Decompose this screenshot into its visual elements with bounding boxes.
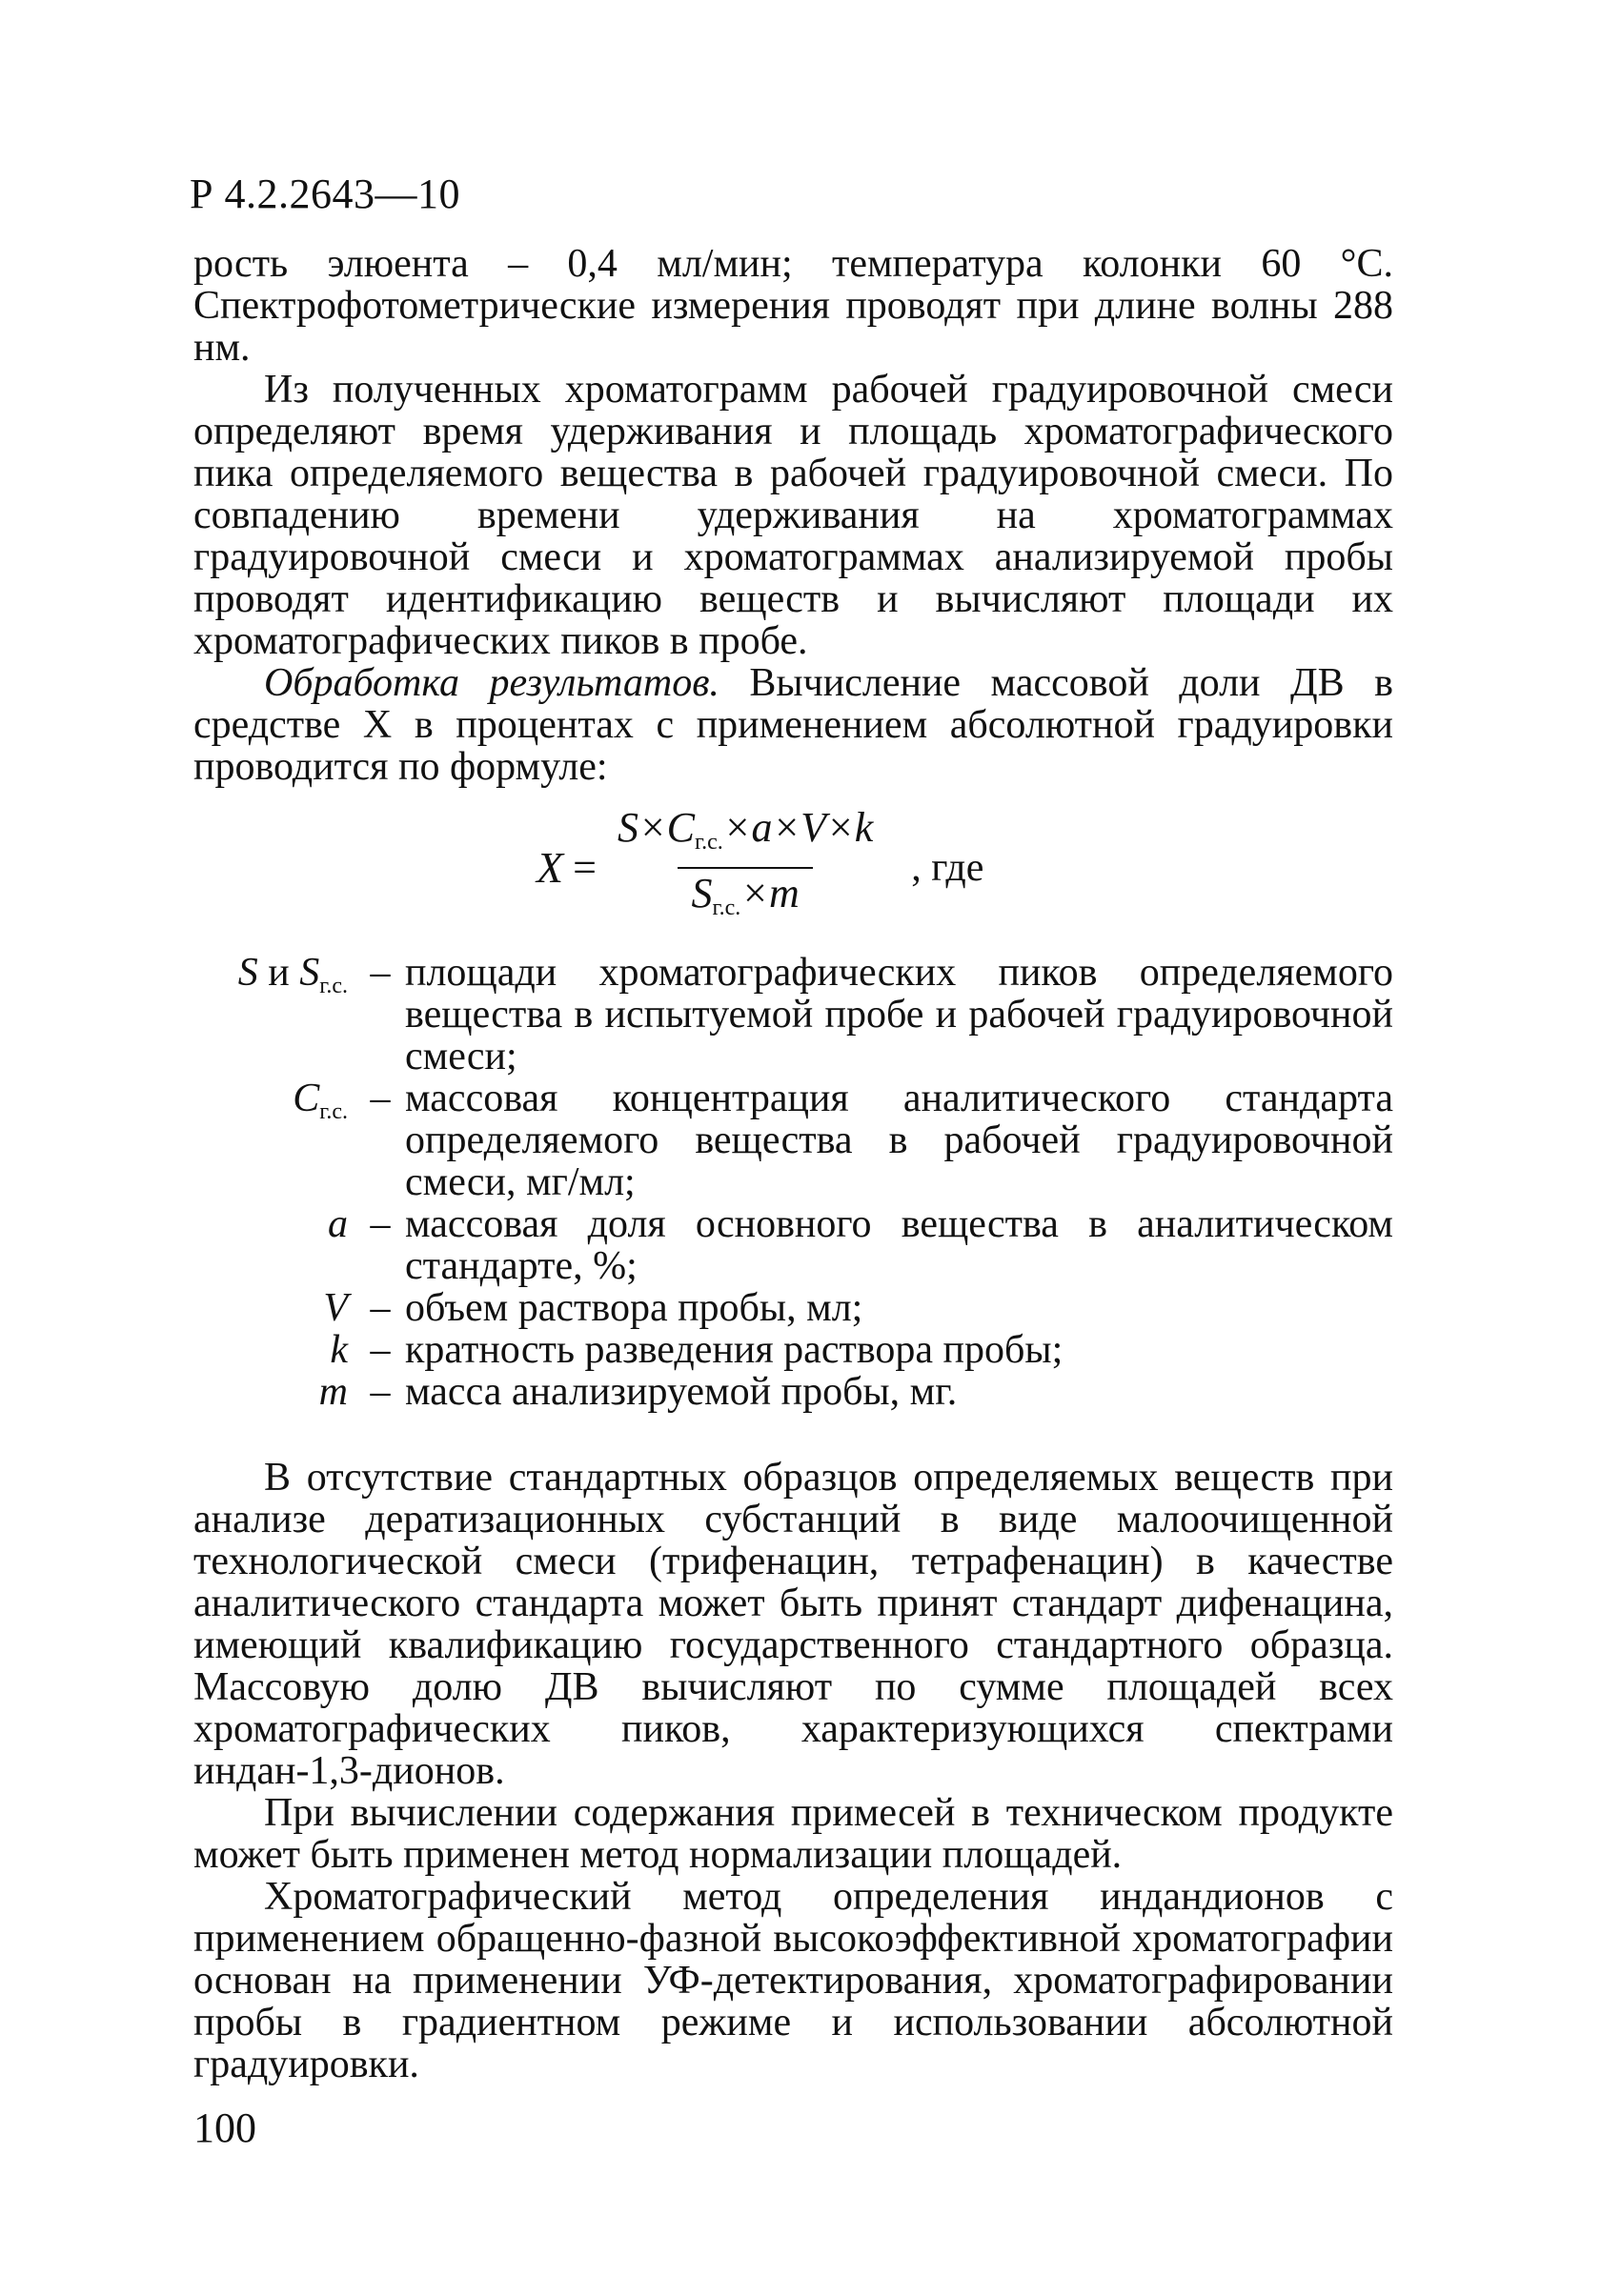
definition-text: кратность разведения раствора пробы; <box>405 1328 1064 1372</box>
page-number: 100 <box>193 2105 256 2151</box>
paragraph-processing <box>193 662 1393 788</box>
definition-dash: – <box>370 1370 391 1414</box>
formula-denominator <box>678 867 812 929</box>
formula-lhs: X <box>537 843 564 892</box>
definition-dash: – <box>370 1077 391 1120</box>
numerator-subscript: г.с. <box>694 830 723 855</box>
definition-text: объем раствора пробы, мл; <box>405 1286 863 1330</box>
paragraph-identification: Из полученных хроматограмм рабочей градуировочной смеси определяют время удерживания и площадь хроматографического пика определяемого вещества в рабочей градуировочной смеси. По совпадению времени удерживания на хроматограммах градуировочной смеси и хроматограммах анализируемой пробы проводят идентификацию веществ и вычисляют площади их хроматографических пиков в пробе. <box>193 368 1393 663</box>
definition-symbol <box>193 952 355 1078</box>
document-code: Р 4.2.2643—10 <box>190 171 460 217</box>
processing-text: Вычисление массовой доли ДВ в средстве X в процентах с применением абсолютной градуировки проводится по формуле: <box>193 661 1393 789</box>
denominator-part-a: S <box>691 870 713 916</box>
definition-symbol: m <box>318 1370 348 1414</box>
formula-where: , где <box>911 846 984 890</box>
definitions-list <box>193 952 1393 1413</box>
paragraph-absence: В отсутствие стандартных образцов определяемых веществ при анализе дератизационных субстанций в виде малоочищенной технологической смеси (трифенацин, тетрафенацин) в качестве аналитического стандарта может быть принят стандарт дифенацина, имеющий квалификацию государственного стандартного образца. Массовую долю ДВ вычисляют по сумме площадей всех хроматографических пиков, характеризующихся спектрами индан-1,3-дионов. <box>193 1456 1393 1793</box>
definition-symbol: a <box>328 1202 348 1246</box>
symbol-second: S <box>299 951 320 995</box>
definition-dash: – <box>370 951 391 995</box>
numerator-part-a: S×C <box>617 804 695 851</box>
symbol-conjunction: и <box>257 951 300 995</box>
processing-title: Обработка результатов. <box>264 661 719 705</box>
definition-text: массовая доля основного вещества в аналитическом стандарте, %; <box>405 1202 1393 1288</box>
symbol-main: C <box>293 1077 320 1120</box>
paragraph-impurities: При вычислении содержания примесей в техническом продукте может быть применен метод нормализации площадей. <box>193 1791 1393 1877</box>
page-content <box>193 243 1393 2085</box>
denominator-part-b: ×m <box>740 870 800 916</box>
numerator-part-b: ×a×V×k <box>722 804 874 851</box>
formula-equals: = <box>573 844 597 891</box>
definition-symbol: V <box>323 1286 348 1330</box>
symbol-main: S <box>237 951 258 995</box>
denominator-subscript: г.с. <box>712 896 741 920</box>
definition-text: массовая концентрация аналитического стандарта определяемого вещества в рабочей градуировочной смеси, мг/мл; <box>405 1077 1393 1204</box>
paragraph-eluent: рость элюента – 0,4 мл/мин; температура колонки 60 °С. Спектрофотометрические измерения проводят при длине волны 288 нм. <box>193 242 1393 370</box>
definition-text: площади хроматографических пиков определяемого вещества в испытуемой пробе и рабочей градуировочной смеси; <box>405 951 1393 1078</box>
formula-fraction <box>604 804 886 929</box>
formula-numerator <box>604 804 886 867</box>
formula-block <box>193 801 1393 933</box>
symbol-subscript: г.с. <box>319 1099 348 1124</box>
definition-dash: – <box>370 1202 391 1246</box>
paragraph-method: Хроматографический метод определения индандионов с применением обращенно-фазной высокоэффективной хроматографии основан на применении УФ-детектирования, хроматографировании пробы в градиентном режиме и использовании абсолютной градуировки. <box>193 1875 1393 2086</box>
symbol-subscript: г.с. <box>319 974 348 998</box>
definition-symbol <box>193 1078 355 1203</box>
definition-dash: – <box>370 1286 391 1330</box>
definition-text: масса анализируемой пробы, мг. <box>405 1370 958 1414</box>
formula <box>537 804 984 929</box>
definition-symbol: k <box>330 1328 348 1372</box>
definition-dash: – <box>370 1328 391 1372</box>
